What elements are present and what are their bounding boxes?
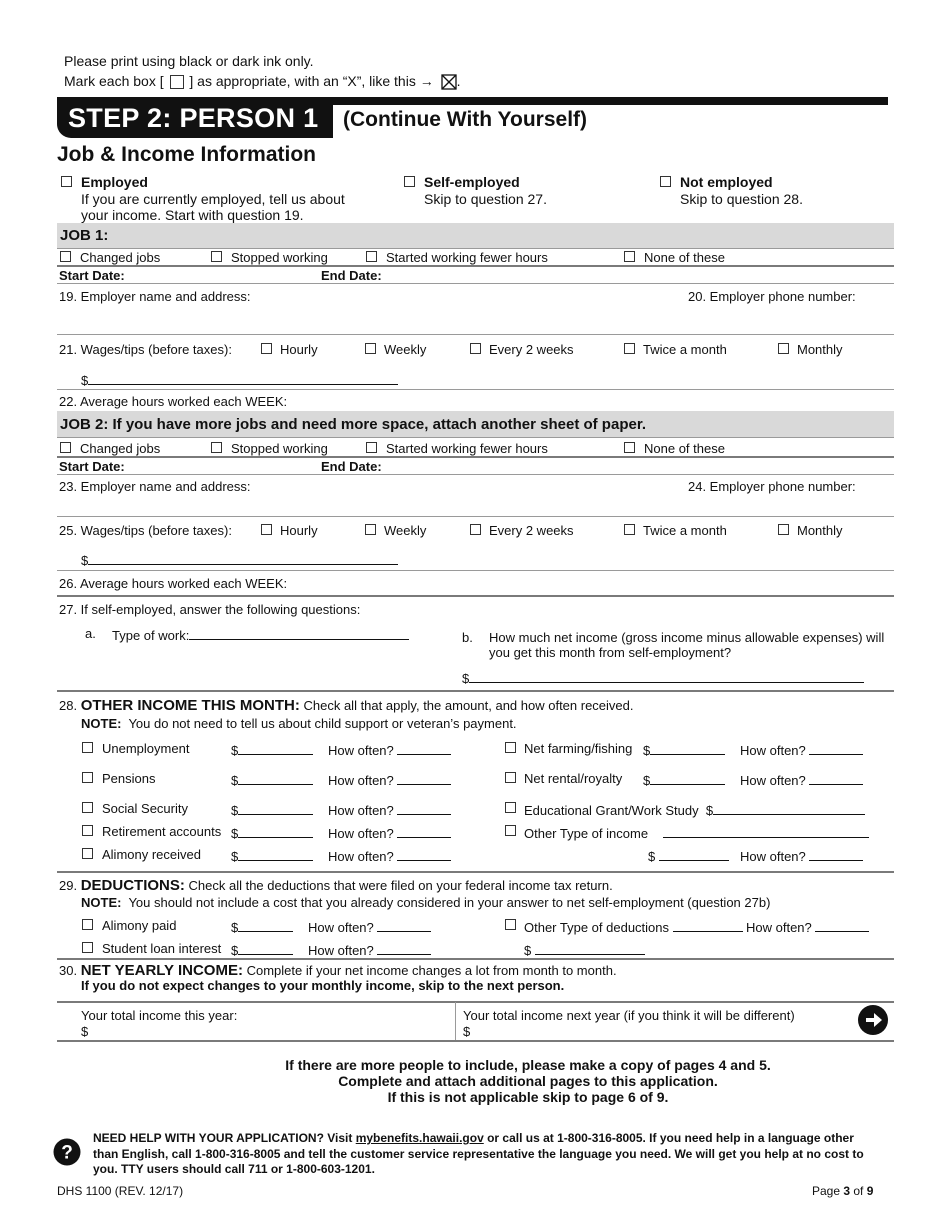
q28-other-income-row[interactable] bbox=[524, 824, 869, 841]
job2-hours-label: 26. Average hours worked each WEEK: bbox=[59, 576, 288, 591]
how-often-label: How often? bbox=[328, 743, 394, 758]
job2-fewer-hours-checkbox[interactable] bbox=[366, 442, 377, 453]
q30-divider bbox=[455, 1002, 456, 1040]
job2-phone-label: 24. Employer phone number: bbox=[688, 479, 856, 494]
dollar-sign: $ bbox=[231, 803, 239, 818]
instruction-ink: Please print using black or dark ink only. bbox=[64, 53, 314, 69]
job2-employer-label: 23. Employer name and address: bbox=[59, 479, 251, 494]
page-of: of bbox=[850, 1184, 867, 1198]
job1-wage-amount-field[interactable] bbox=[88, 371, 398, 385]
q30-next-year-dollar[interactable]: $ bbox=[463, 1024, 471, 1039]
q30-this-year-label: Your total income this year: bbox=[81, 1008, 238, 1023]
instruction-mark bbox=[64, 73, 461, 90]
instruction-mark-pre: Mark each box [ bbox=[64, 73, 164, 89]
q28-unemployment-often[interactable] bbox=[328, 741, 451, 758]
employed-desc-1: If you are currently employed, tell us about bbox=[81, 191, 345, 207]
q27b-text-1: How much net income (gross income minus allowable expenses) will bbox=[489, 630, 885, 645]
q28-farming-often[interactable] bbox=[740, 741, 863, 758]
q29-other-deductions-row[interactable] bbox=[524, 918, 743, 935]
job1-changed-jobs-checkbox[interactable] bbox=[60, 251, 71, 262]
job2-twice-month-label: Twice a month bbox=[643, 523, 727, 538]
employed-checkbox[interactable] bbox=[61, 176, 72, 187]
q28-alimony-amount[interactable] bbox=[231, 847, 313, 864]
job1-fewer-hours-checkbox[interactable] bbox=[366, 251, 377, 262]
job2-changed-jobs-label: Changed jobs bbox=[80, 441, 161, 456]
self-employed-checkbox[interactable] bbox=[404, 176, 415, 187]
q29-alimony-paid-checkbox[interactable] bbox=[82, 919, 93, 930]
q28-unemployment-checkbox[interactable] bbox=[82, 742, 93, 753]
job2-wage-amount-field[interactable] bbox=[88, 551, 398, 565]
job1-end-date-label: End Date: bbox=[321, 268, 382, 283]
q28-pensions-amount[interactable] bbox=[231, 771, 313, 788]
job1-none-checkbox[interactable] bbox=[624, 251, 635, 262]
q28-alimony-checkbox[interactable] bbox=[82, 848, 93, 859]
q28-unemployment-label: Unemployment bbox=[102, 741, 190, 756]
job1-twice-month-checkbox[interactable] bbox=[624, 343, 635, 354]
how-often-label: How often? bbox=[308, 943, 374, 958]
dollar-sign: $ bbox=[231, 920, 239, 935]
q28-social-security-checkbox[interactable] bbox=[82, 802, 93, 813]
job2-header: JOB 2: If you have more jobs and need more space, attach another sheet of paper. bbox=[60, 416, 646, 433]
dollar-sign: $ bbox=[648, 849, 656, 864]
q28-education-row[interactable] bbox=[524, 801, 865, 818]
how-often-label: How often? bbox=[740, 849, 806, 864]
how-often-label: How often? bbox=[746, 920, 812, 935]
job1-stopped-working-checkbox[interactable] bbox=[211, 251, 222, 262]
page-current: 3 bbox=[843, 1184, 851, 1198]
svg-text:?: ? bbox=[61, 1142, 73, 1164]
job1-twice-month-label: Twice a month bbox=[643, 342, 727, 357]
instruction-mark-end: . bbox=[456, 73, 461, 89]
q28-education-label: Educational Grant/Work Study bbox=[524, 803, 699, 818]
job2-monthly-checkbox[interactable] bbox=[778, 524, 789, 535]
q27a-letter: a. bbox=[85, 626, 96, 641]
q28-pensions-checkbox[interactable] bbox=[82, 772, 93, 783]
help-text-1: NEED HELP WITH YOUR APPLICATION? Visit bbox=[93, 1131, 356, 1145]
job1-wage-dollar bbox=[81, 371, 398, 388]
q28-social-security-often[interactable] bbox=[328, 801, 451, 818]
q28-other-income-checkbox[interactable] bbox=[505, 825, 516, 836]
q29-header bbox=[59, 877, 613, 894]
job1-hourly-label: Hourly bbox=[280, 342, 318, 357]
q28-education-checkbox[interactable] bbox=[505, 802, 516, 813]
dollar-sign: $ bbox=[643, 743, 651, 758]
job1-phone-label: 20. Employer phone number: bbox=[688, 289, 856, 304]
q28-desc: Check all that apply, the amount, and how often received. bbox=[303, 698, 634, 713]
job2-hourly-label: Hourly bbox=[280, 523, 318, 538]
job1-start-date-label: Start Date: bbox=[59, 268, 125, 283]
q29-alimony-paid-often[interactable] bbox=[308, 918, 431, 935]
job2-twice-month-checkbox[interactable] bbox=[624, 524, 635, 535]
next-page-arrow-icon[interactable] bbox=[857, 1004, 889, 1036]
dollar-sign: $ bbox=[231, 943, 239, 958]
job1-stopped-working-label: Stopped working bbox=[231, 250, 328, 265]
job2-monthly-label: Monthly bbox=[797, 523, 843, 538]
q28-title: OTHER INCOME THIS MONTH: bbox=[80, 697, 300, 714]
job2-fewer-hours-label: Started working fewer hours bbox=[386, 441, 548, 456]
dollar-sign: $ bbox=[231, 826, 239, 841]
q28-retirement-often[interactable] bbox=[328, 824, 451, 841]
q28-other-income-amount[interactable] bbox=[648, 847, 729, 864]
self-employed-label: Self-employed bbox=[424, 174, 520, 190]
not-employed-desc: Skip to question 28. bbox=[680, 191, 803, 207]
q28-alimony-label: Alimony received bbox=[102, 847, 201, 862]
employed-label: Employed bbox=[81, 174, 148, 190]
job2-every2weeks-checkbox[interactable] bbox=[470, 524, 481, 535]
q28-unemployment-amount[interactable] bbox=[231, 741, 313, 758]
q30-this-year-dollar[interactable]: $ bbox=[81, 1024, 89, 1039]
q27a-row bbox=[112, 626, 409, 643]
q28-note-text: You do not need to tell us about child support or veteran’s payment. bbox=[128, 716, 517, 731]
job2-wage-dollar bbox=[81, 551, 398, 568]
q30-num: 30. bbox=[59, 963, 78, 978]
help-question-icon bbox=[53, 1138, 81, 1166]
q27-label: 27. If self-employed, answer the following questions: bbox=[59, 602, 361, 617]
page-pre: Page bbox=[812, 1184, 844, 1198]
how-often-label: How often? bbox=[328, 773, 394, 788]
job1-dollar-sign: $ bbox=[81, 373, 89, 388]
q30-header bbox=[59, 962, 617, 979]
q28-note-label: NOTE: bbox=[81, 716, 122, 731]
job1-hourly-checkbox[interactable] bbox=[261, 343, 272, 354]
instruction-mark-mid: ] as appropriate, with an “X”, like this → bbox=[189, 73, 434, 89]
job1-employer-label: 19. Employer name and address: bbox=[59, 289, 251, 304]
job1-every2weeks-checkbox[interactable] bbox=[470, 343, 481, 354]
q29-student-loan-label: Student loan interest bbox=[102, 941, 222, 956]
q29-alimony-paid-amount[interactable] bbox=[231, 918, 293, 935]
dollar-sign: $ bbox=[231, 743, 239, 758]
how-often-label: How often? bbox=[308, 920, 374, 935]
q29-alimony-paid-label: Alimony paid bbox=[102, 918, 177, 933]
q29-student-loan-often[interactable] bbox=[308, 941, 431, 958]
q28-note bbox=[81, 716, 517, 731]
example-checked-box-icon bbox=[441, 74, 457, 90]
dollar-sign: $ bbox=[231, 849, 239, 864]
help-text-line-2: than English, call 1-800-316-8005 and tell the customer service representative the language you need. We will get you help at no cost to bbox=[93, 1146, 864, 1161]
q28-retirement-label: Retirement accounts bbox=[102, 824, 222, 839]
job1-none-label: None of these bbox=[644, 250, 725, 265]
job2-dollar-sign: $ bbox=[81, 553, 89, 568]
q29-note-label: NOTE: bbox=[81, 895, 122, 910]
q27b-amount-row bbox=[462, 669, 864, 686]
q28-rental-often[interactable] bbox=[740, 771, 863, 788]
page-total: 9 bbox=[866, 1184, 874, 1198]
q28-pensions-label: Pensions bbox=[102, 771, 156, 786]
q28-pensions-often[interactable] bbox=[328, 771, 451, 788]
job1-monthly-checkbox[interactable] bbox=[778, 343, 789, 354]
q30-title: NET YEARLY INCOME: bbox=[80, 962, 243, 979]
job2-changed-jobs-checkbox[interactable] bbox=[60, 442, 71, 453]
q30-skip-note: If you do not expect changes to your monthly income, skip to the next person. bbox=[81, 978, 565, 993]
self-employed-desc: Skip to question 27. bbox=[424, 191, 547, 207]
job2-end-date-label: End Date: bbox=[321, 459, 382, 474]
q28-header bbox=[59, 697, 634, 714]
how-often-label: How often? bbox=[740, 773, 806, 788]
q28-num: 28. bbox=[59, 698, 78, 713]
q28-retirement-checkbox[interactable] bbox=[82, 825, 93, 836]
not-employed-checkbox[interactable] bbox=[660, 176, 671, 187]
dollar-sign: $ bbox=[643, 773, 651, 788]
q28-farming-amount[interactable] bbox=[643, 741, 725, 758]
q29-note-text: You should not include a cost that you already considered in your answer to net self-employment (question 27b) bbox=[128, 895, 771, 910]
job1-wages-label: 21. Wages/tips (before taxes): bbox=[59, 342, 232, 357]
q28-rental-checkbox[interactable] bbox=[505, 772, 516, 783]
job2-none-checkbox[interactable] bbox=[624, 442, 635, 453]
q28-farming-label: Net farming/fishing bbox=[524, 741, 633, 756]
q27b-text-2: you get this month from self-employment? bbox=[489, 645, 732, 660]
q27a-type-of-work-field[interactable] bbox=[189, 626, 409, 640]
q29-num: 29. bbox=[59, 878, 78, 893]
q27b-letter: b. bbox=[462, 630, 473, 645]
q29-other-deductions-label: Other Type of deductions bbox=[524, 920, 670, 935]
q27b-dollar-sign: $ bbox=[462, 671, 470, 686]
section-title: Job & Income Information bbox=[57, 143, 317, 166]
q28-other-income-label: Other Type of income bbox=[524, 826, 649, 841]
job1-weekly-label: Weekly bbox=[384, 342, 427, 357]
how-often-label: How often? bbox=[740, 743, 806, 758]
q29-other-deductions-checkbox[interactable] bbox=[505, 919, 516, 930]
more-people-line-3: If this is not applicable skip to page 6 of 9. bbox=[387, 1089, 669, 1105]
q28-social-security-label: Social Security bbox=[102, 801, 188, 816]
job1-header-bar bbox=[57, 223, 894, 248]
job2-stopped-working-label: Stopped working bbox=[231, 441, 328, 456]
step-subtitle: (Continue With Yourself) bbox=[343, 108, 588, 131]
job2-hourly-checkbox[interactable] bbox=[261, 524, 272, 535]
how-often-label: How often? bbox=[328, 803, 394, 818]
job1-changed-jobs-label: Changed jobs bbox=[80, 250, 161, 265]
job2-none-label: None of these bbox=[644, 441, 725, 456]
employed-desc-2: your income. Start with question 19. bbox=[81, 207, 304, 223]
step-title: STEP 2: PERSON 1 bbox=[68, 103, 319, 133]
help-link[interactable]: mybenefits.hawaii.gov bbox=[355, 1131, 484, 1145]
help-text-2: or call us at 1-800-316-8005. If you need help in a language other bbox=[483, 1131, 854, 1145]
how-often-label: How often? bbox=[328, 849, 394, 864]
dollar-sign: $ bbox=[524, 943, 532, 958]
q29-student-loan-amount[interactable] bbox=[231, 941, 293, 958]
q28-alimony-often[interactable] bbox=[328, 847, 451, 864]
job1-monthly-label: Monthly bbox=[797, 342, 843, 357]
job1-hours-label: 22. Average hours worked each WEEK: bbox=[59, 394, 288, 409]
job2-every2weeks-label: Every 2 weeks bbox=[489, 523, 574, 538]
q29-desc: Check all the deductions that were filed on your federal income tax return. bbox=[188, 878, 613, 893]
not-employed-label: Not employed bbox=[680, 174, 773, 190]
q29-student-loan-checkbox[interactable] bbox=[82, 942, 93, 953]
job1-every2weeks-label: Every 2 weeks bbox=[489, 342, 574, 357]
example-empty-box-icon bbox=[170, 75, 184, 89]
job1-fewer-hours-label: Started working fewer hours bbox=[386, 250, 548, 265]
q30-desc: Complete if your net income changes a lot from month to month. bbox=[246, 963, 617, 978]
q29-title: DEDUCTIONS: bbox=[80, 877, 185, 894]
q28-rental-amount[interactable] bbox=[643, 771, 725, 788]
job2-weekly-label: Weekly bbox=[384, 523, 427, 538]
q30-next-year-label: Your total income next year (if you think it will be different) bbox=[463, 1008, 795, 1023]
q29-other-deductions-often[interactable] bbox=[746, 918, 869, 935]
form-id: DHS 1100 (REV. 12/17) bbox=[57, 1184, 184, 1198]
job2-start-date-label: Start Date: bbox=[59, 459, 125, 474]
job1-weekly-checkbox[interactable] bbox=[365, 343, 376, 354]
q28-other-income-often[interactable] bbox=[740, 847, 863, 864]
more-people-note bbox=[200, 1057, 856, 1105]
more-people-line-2: Complete and attach additional pages to this application. bbox=[338, 1073, 718, 1089]
q28-social-security-amount[interactable] bbox=[231, 801, 313, 818]
how-often-label: How often? bbox=[328, 826, 394, 841]
q29-other-deductions-amount[interactable] bbox=[524, 941, 645, 958]
dollar-sign: $ bbox=[231, 773, 239, 788]
q27a-label: Type of work: bbox=[112, 628, 190, 643]
more-people-line-1: If there are more people to include, please make a copy of pages 4 and 5. bbox=[285, 1057, 771, 1073]
job2-wages-label: 25. Wages/tips (before taxes): bbox=[59, 523, 232, 538]
dollar-sign: $ bbox=[705, 803, 714, 818]
q28-rental-label: Net rental/royalty bbox=[524, 771, 623, 786]
q27b-amount-field[interactable] bbox=[469, 669, 864, 683]
job2-weekly-checkbox[interactable] bbox=[365, 524, 376, 535]
help-text bbox=[93, 1131, 893, 1178]
help-text-line-3: you. TTY users should call 711 or 1-800-603-1201. bbox=[93, 1162, 375, 1176]
job1-header: JOB 1: bbox=[60, 227, 109, 244]
job2-stopped-working-checkbox[interactable] bbox=[211, 442, 222, 453]
q29-note bbox=[81, 895, 770, 910]
q28-retirement-amount[interactable] bbox=[231, 824, 313, 841]
page-number bbox=[812, 1184, 873, 1198]
q28-farming-checkbox[interactable] bbox=[505, 742, 516, 753]
